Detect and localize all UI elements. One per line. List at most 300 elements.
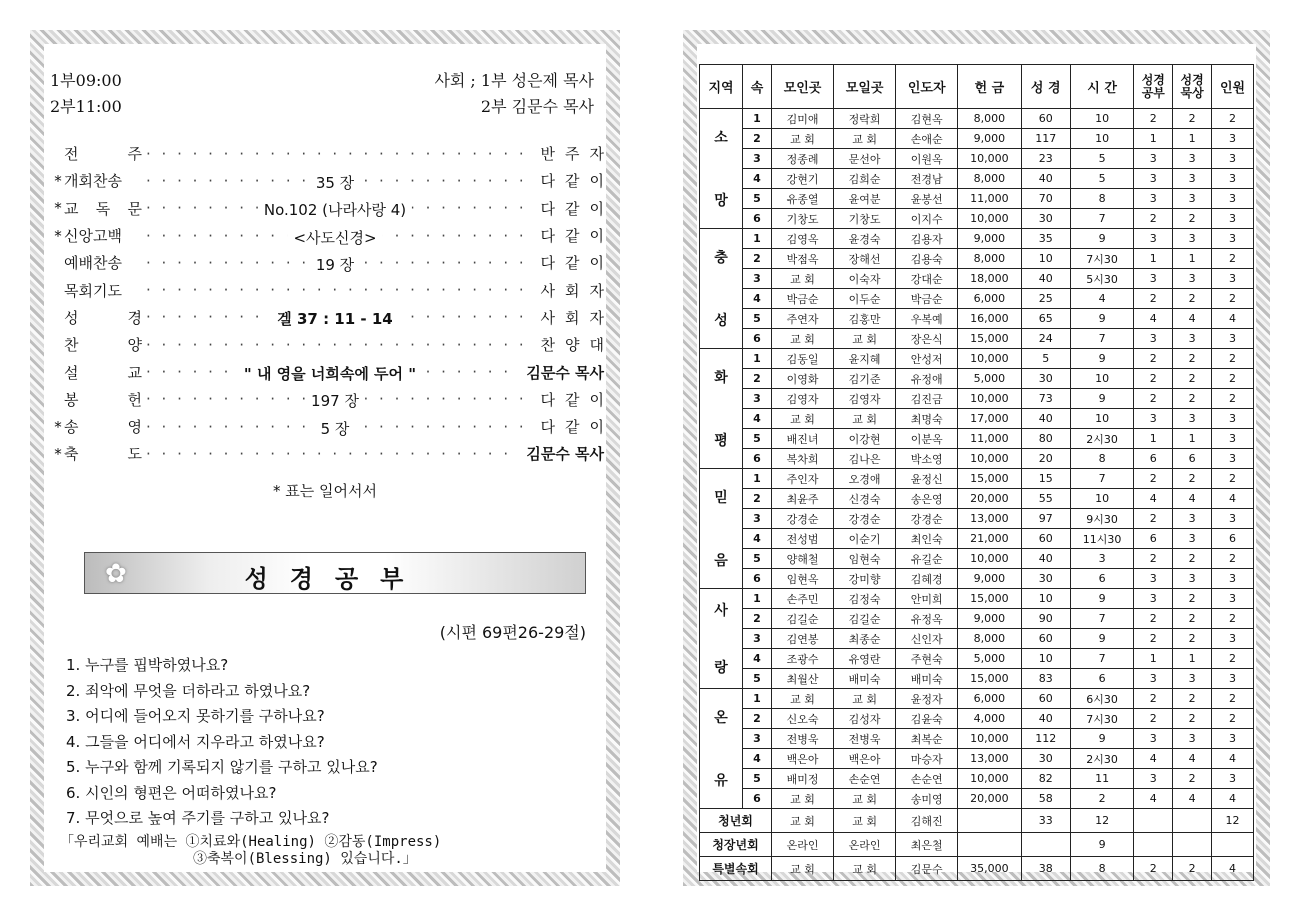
order-detail: · · · 겔 37 : 11 - 14 <box>271 308 398 326</box>
table-cell: 4 <box>743 649 772 669</box>
order-name <box>64 389 146 410</box>
table-cell: 김문수 <box>896 857 958 881</box>
table-cell: 60 <box>1021 529 1070 549</box>
table-cell: 2 <box>1212 469 1254 489</box>
table-cell: 3 <box>1173 509 1212 529</box>
table-cell: 조광수 <box>772 649 834 669</box>
table-cell: 최명숙 <box>896 409 958 429</box>
table-cell: 2 <box>1134 689 1173 709</box>
table-cell: 4 <box>743 529 772 549</box>
region-char: 랑 <box>714 659 728 676</box>
table-cell: 5 <box>1070 149 1134 169</box>
table-cell: 82 <box>1021 769 1070 789</box>
region-char: 온 <box>714 709 728 726</box>
presider-2: 2부 김문수 목사 <box>480 97 594 116</box>
table-cell: 9시30 <box>1070 509 1134 529</box>
table-cell: 강현기 <box>772 169 834 189</box>
table-cell: 5시30 <box>1070 269 1134 289</box>
table-cell: 40 <box>1021 169 1070 189</box>
table-cell: 3 <box>743 509 772 529</box>
table-cell: 5 <box>743 669 772 689</box>
order-star: * <box>54 226 62 245</box>
table-cell: 교 회 <box>772 409 834 429</box>
table-row <box>700 529 1254 549</box>
table-cell: 38 <box>1021 857 1070 881</box>
table-cell: 8,000 <box>958 109 1021 129</box>
table-cell: 강미향 <box>834 569 896 589</box>
table-cell: 9 <box>1070 729 1134 749</box>
table-cell: 김영자 <box>772 389 834 409</box>
order-name-part: 신앙고백 <box>64 227 122 246</box>
table-cell: 10 <box>1021 649 1070 669</box>
column-header <box>1173 65 1212 109</box>
region-char: 소 <box>714 129 728 146</box>
table-cell: 2 <box>1212 349 1254 369</box>
table-cell: 2 <box>1134 629 1173 649</box>
table-cell: 3 <box>1173 229 1212 249</box>
table-cell: 2 <box>1212 609 1254 629</box>
table-cell: 유정옥 <box>896 609 958 629</box>
table-cell: 112 <box>1021 729 1070 749</box>
table-cell: 3 <box>1134 269 1173 289</box>
table-cell: 3 <box>1173 529 1212 549</box>
table-row <box>700 669 1254 689</box>
table-cell: 온라인 <box>772 833 834 857</box>
table-row <box>700 429 1254 449</box>
table-cell: 6,000 <box>958 689 1021 709</box>
table-cell: 8,000 <box>958 169 1021 189</box>
table-row <box>700 809 1254 833</box>
table-cell: 4 <box>743 409 772 429</box>
table-cell: 박소영 <box>896 449 958 469</box>
table-cell: 24 <box>1021 329 1070 349</box>
order-name <box>64 225 146 246</box>
table-cell: 10 <box>1070 489 1134 509</box>
table-cell: 전병욱 <box>772 729 834 749</box>
table-cell: 유정애 <box>896 369 958 389</box>
table-cell: 2 <box>1212 289 1254 309</box>
table-cell: 3 <box>1173 169 1212 189</box>
table-cell: 3 <box>1134 589 1173 609</box>
table-cell: 오경애 <box>834 469 896 489</box>
table-cell: 5 <box>743 549 772 569</box>
table-cell: 3 <box>1212 589 1254 609</box>
table-cell: 6 <box>743 789 772 809</box>
column-header-text: 성경 <box>1180 72 1204 87</box>
table-cell: 정종례 <box>772 149 834 169</box>
motto-line-2: ③축복이(Blessing) 있습니다.」 <box>193 851 417 867</box>
table-cell: 6 <box>1134 529 1173 549</box>
table-cell: 윤봉선 <box>896 189 958 209</box>
table-cell: 1 <box>743 109 772 129</box>
table-cell: 배미숙 <box>834 669 896 689</box>
table-cell: 20,000 <box>958 489 1021 509</box>
table-cell: 16,000 <box>958 309 1021 329</box>
table-cell: 1 <box>1134 649 1173 669</box>
table-cell: 10 <box>1021 589 1070 609</box>
order-name <box>64 443 146 464</box>
column-header: 인도자 <box>896 65 958 109</box>
table-cell: 이강현 <box>834 429 896 449</box>
table-cell: 3 <box>743 629 772 649</box>
attendance-panel <box>683 30 1270 886</box>
table-cell: 1 <box>1173 249 1212 269</box>
table-cell: 백은아 <box>834 749 896 769</box>
table-cell: 20,000 <box>958 789 1021 809</box>
table-cell: 6 <box>1134 449 1173 469</box>
table-cell: 강경순 <box>772 509 834 529</box>
table-row <box>700 857 1254 881</box>
table-cell: 18,000 <box>958 269 1021 289</box>
order-name-part: 주 <box>127 145 142 164</box>
table-cell: 온라인 <box>834 833 896 857</box>
order-name-part: 송 <box>64 418 79 437</box>
table-cell: 7 <box>1070 609 1134 629</box>
region-cell <box>700 689 743 809</box>
table-cell: 2 <box>1134 369 1173 389</box>
table-row <box>700 549 1254 569</box>
table-row <box>700 409 1254 429</box>
table-cell: 3 <box>1134 229 1173 249</box>
table-cell: 손애순 <box>896 129 958 149</box>
order-item <box>52 440 604 467</box>
table-cell: 2 <box>1134 609 1173 629</box>
table-cell: 교 회 <box>834 329 896 349</box>
table-cell: 최윤주 <box>772 489 834 509</box>
table-cell: 3 <box>743 149 772 169</box>
table-row <box>700 769 1254 789</box>
table-cell: 장은식 <box>896 329 958 349</box>
table-cell: 3 <box>1134 169 1173 189</box>
table-cell: 2 <box>1173 349 1212 369</box>
table-cell: 강경순 <box>896 509 958 529</box>
question-item: 1. 누구를 핍박하였나요? <box>66 656 229 674</box>
order-leader: 다같이 <box>540 227 614 246</box>
table-cell: 1 <box>1173 649 1212 669</box>
table-cell: 6 <box>743 209 772 229</box>
table-cell: 9 <box>1070 389 1134 409</box>
table-cell: 10,000 <box>958 769 1021 789</box>
table-cell: 신오숙 <box>772 709 834 729</box>
table-cell: 교 회 <box>772 689 834 709</box>
column-header <box>1134 65 1173 109</box>
table-cell: 20 <box>1021 449 1070 469</box>
table-cell: 김현옥 <box>896 109 958 129</box>
table-cell: 교 회 <box>772 789 834 809</box>
table-cell: 2 <box>1173 709 1212 729</box>
table-cell: 9 <box>1070 349 1134 369</box>
table-cell: 10,000 <box>958 389 1021 409</box>
table-cell: 윤정자 <box>896 689 958 709</box>
table-cell: 7 <box>1070 329 1134 349</box>
order-dots <box>146 445 514 463</box>
table-cell: 7 <box>1070 649 1134 669</box>
table-cell: 6 <box>743 569 772 589</box>
order-leader: 김문수 목사 <box>526 363 604 382</box>
table-cell: 유영란 <box>834 649 896 669</box>
table-cell: 15,000 <box>958 669 1021 689</box>
table-row <box>700 329 1254 349</box>
table-cell: 3 <box>1212 209 1254 229</box>
table-cell: 임현숙 <box>834 549 896 569</box>
table-cell: 2 <box>1134 109 1173 129</box>
table-cell: 3 <box>1212 229 1254 249</box>
table-cell: 5 <box>743 429 772 449</box>
table-cell: 주연자 <box>772 309 834 329</box>
table-cell: 3 <box>1212 169 1254 189</box>
table-cell: 5,000 <box>958 369 1021 389</box>
table-cell: 2 <box>1134 509 1173 529</box>
table-cell: 10,000 <box>958 209 1021 229</box>
order-item <box>52 195 614 222</box>
table-cell: 2 <box>1212 649 1254 669</box>
region-char: 망 <box>714 193 728 210</box>
table-cell: 이영화 <box>772 369 834 389</box>
region-cell <box>700 109 743 229</box>
table-cell: 4 <box>1212 857 1254 881</box>
table-cell: 7 <box>1070 209 1134 229</box>
order-detail: · · · 5 장 <box>315 418 356 436</box>
table-cell: 7시30 <box>1070 249 1134 269</box>
table-cell: 문선아 <box>834 149 896 169</box>
table-cell: 교 회 <box>834 789 896 809</box>
table-cell: 박금순 <box>896 289 958 309</box>
question-item: 7. 무엇으로 높여 주기를 구하고 있나요? <box>66 809 330 827</box>
region-char: 평 <box>714 433 728 450</box>
table-cell: 김윤숙 <box>896 709 958 729</box>
table-cell: 3 <box>1173 189 1212 209</box>
table-row <box>700 169 1254 189</box>
table-cell: 8,000 <box>958 629 1021 649</box>
table-cell: 3 <box>1173 409 1212 429</box>
table-cell: 유종열 <box>772 189 834 209</box>
table-row <box>700 833 1254 857</box>
order-name-part: 도 <box>127 445 142 464</box>
order-dots <box>146 227 524 245</box>
table-cell: 33 <box>1021 809 1070 833</box>
table-cell: 5 <box>743 309 772 329</box>
order-detail: · · · No.102 (나라사랑 4) <box>258 199 412 217</box>
table-cell: 이두순 <box>834 289 896 309</box>
table-cell: 40 <box>1021 269 1070 289</box>
table-cell: 3 <box>1212 409 1254 429</box>
region-cell <box>700 589 743 689</box>
table-cell: 30 <box>1021 749 1070 769</box>
table-cell: 복차희 <box>772 449 834 469</box>
table-cell: 2 <box>1134 349 1173 369</box>
table-cell: 3 <box>1212 669 1254 689</box>
region-cell <box>700 349 743 469</box>
table-cell: 4 <box>1173 489 1212 509</box>
table-cell: 손순연 <box>834 769 896 789</box>
table-cell: 교 회 <box>772 329 834 349</box>
order-name-part: 헌 <box>127 390 142 409</box>
order-detail: · · · 19 장 <box>310 254 360 272</box>
table-cell: 4 <box>743 289 772 309</box>
region-char: 믿 <box>714 489 728 506</box>
table-row <box>700 369 1254 389</box>
table-cell: 2 <box>1134 549 1173 569</box>
table-cell: 40 <box>1021 549 1070 569</box>
special-group-cell: 청장년회 <box>700 833 772 857</box>
table-cell: 3 <box>1173 329 1212 349</box>
table-cell: 4 <box>743 169 772 189</box>
order-name-part: 찬 <box>64 336 79 355</box>
order-leader: 찬양대 <box>540 336 614 355</box>
question-item: 3. 어디에 들어오지 못하기를 구하나요? <box>66 707 325 725</box>
table-cell: 2 <box>1173 389 1212 409</box>
order-dots <box>146 199 524 217</box>
table-cell: 4,000 <box>958 709 1021 729</box>
order-dots <box>146 308 524 326</box>
order-item <box>52 331 614 358</box>
table-cell: 박점옥 <box>772 249 834 269</box>
table-row <box>700 489 1254 509</box>
table-cell: 강경순 <box>834 509 896 529</box>
table-cell: 2 <box>1212 709 1254 729</box>
bible-study-banner <box>84 552 586 594</box>
table-cell: 21,000 <box>958 529 1021 549</box>
table-cell: 15 <box>1021 469 1070 489</box>
standing-note: * 표는 일어서서 <box>273 482 377 500</box>
table-cell: 3 <box>1173 269 1212 289</box>
table-row <box>700 729 1254 749</box>
table-cell: 35,000 <box>958 857 1021 881</box>
table-cell: 최월산 <box>772 669 834 689</box>
table-cell: 6 <box>1070 569 1134 589</box>
order-detail: · · · 35 장 <box>310 172 360 190</box>
table-cell: 2 <box>1212 249 1254 269</box>
table-cell: 이지수 <box>896 209 958 229</box>
table-cell: 3 <box>1212 429 1254 449</box>
table-cell: 송미영 <box>896 789 958 809</box>
table-cell: 3 <box>1134 569 1173 589</box>
table-cell: 9,000 <box>958 609 1021 629</box>
table-row <box>700 749 1254 769</box>
table-cell: 신경숙 <box>834 489 896 509</box>
order-name <box>64 280 146 301</box>
table-cell: 김기준 <box>834 369 896 389</box>
table-cell: 10,000 <box>958 149 1021 169</box>
table-cell <box>1134 833 1173 857</box>
table-cell: 1 <box>1173 429 1212 449</box>
table-cell: 2 <box>1173 689 1212 709</box>
table-cell: 15,000 <box>958 589 1021 609</box>
table-body <box>700 109 1254 881</box>
order-item <box>52 304 614 331</box>
table-cell <box>958 809 1021 833</box>
table-row <box>700 289 1254 309</box>
table-cell <box>958 833 1021 857</box>
table-row <box>700 609 1254 629</box>
table-cell: 유길순 <box>896 549 958 569</box>
table-cell: 장해선 <box>834 249 896 269</box>
table-cell: 2 <box>743 249 772 269</box>
order-name-part: 예배찬송 <box>64 254 122 273</box>
table-cell: 이순기 <box>834 529 896 549</box>
bible-study-title: 성경공부 <box>244 565 426 593</box>
table-cell: 80 <box>1021 429 1070 449</box>
table-cell: 4 <box>1134 789 1173 809</box>
column-header: 속 <box>743 65 772 109</box>
table-cell: 3 <box>1212 449 1254 469</box>
order-item <box>52 140 614 167</box>
table-cell: 12 <box>1070 809 1134 833</box>
table-cell: 2 <box>1134 709 1173 729</box>
table-cell: 3 <box>1173 569 1212 589</box>
table-cell: 3 <box>1134 729 1173 749</box>
table-cell: 4 <box>1212 309 1254 329</box>
order-name <box>64 307 146 328</box>
table-cell: 2 <box>1173 289 1212 309</box>
table-cell: 9,000 <box>958 229 1021 249</box>
table-cell: 15,000 <box>958 469 1021 489</box>
table-row <box>700 709 1254 729</box>
table-cell: 11 <box>1070 769 1134 789</box>
order-detail: · · · <사도신경> <box>287 227 382 245</box>
table-cell: 9,000 <box>958 129 1021 149</box>
order-item <box>52 386 614 413</box>
table-cell: 안미희 <box>896 589 958 609</box>
order-name-part: 전 <box>64 145 79 164</box>
order-leader: 반주자 <box>540 145 614 164</box>
table-cell: 10,000 <box>958 549 1021 569</box>
table-cell <box>1212 833 1254 857</box>
table-cell: 117 <box>1021 129 1070 149</box>
order-star: * <box>54 199 62 218</box>
region-cell <box>700 469 743 589</box>
table-cell: 1 <box>1134 429 1173 449</box>
order-dots <box>146 172 524 190</box>
column-header: 시 간 <box>1070 65 1134 109</box>
order-leader: 다같이 <box>540 254 614 273</box>
order-dots <box>146 363 514 381</box>
table-row <box>700 629 1254 649</box>
table-cell: 배미정 <box>772 769 834 789</box>
table-cell: 1 <box>1134 129 1173 149</box>
table-cell: 윤정신 <box>896 469 958 489</box>
table-cell: 4 <box>1212 749 1254 769</box>
table-cell: 40 <box>1021 709 1070 729</box>
column-header: 모인곳 <box>772 65 834 109</box>
table-row <box>700 589 1254 609</box>
table-cell: 손순연 <box>896 769 958 789</box>
table-cell: 배미숙 <box>896 669 958 689</box>
order-item <box>52 249 614 276</box>
table-cell: 3 <box>743 389 772 409</box>
order-name <box>64 334 146 355</box>
table-row <box>700 509 1254 529</box>
table-cell: 9 <box>1070 589 1134 609</box>
order-leader: 사회자 <box>540 281 614 300</box>
question-list <box>66 654 378 833</box>
order-item <box>52 167 614 194</box>
table-header-row <box>700 65 1254 109</box>
table-cell: 손주민 <box>772 589 834 609</box>
table-cell: 70 <box>1021 189 1070 209</box>
table-row <box>700 309 1254 329</box>
table-cell: 마승자 <box>896 749 958 769</box>
order-item <box>52 222 614 249</box>
table-row <box>700 469 1254 489</box>
table-cell: 교 회 <box>834 689 896 709</box>
order-name-part: 양 <box>127 336 142 355</box>
church-motto <box>60 834 441 868</box>
order-name-part: 목회기도 <box>64 281 122 300</box>
table-row <box>700 649 1254 669</box>
table-cell: 백은아 <box>772 749 834 769</box>
motto-line-1: 「우리교회 예배는 ①치료와(Healing) ②감동(Impress) <box>60 834 442 850</box>
